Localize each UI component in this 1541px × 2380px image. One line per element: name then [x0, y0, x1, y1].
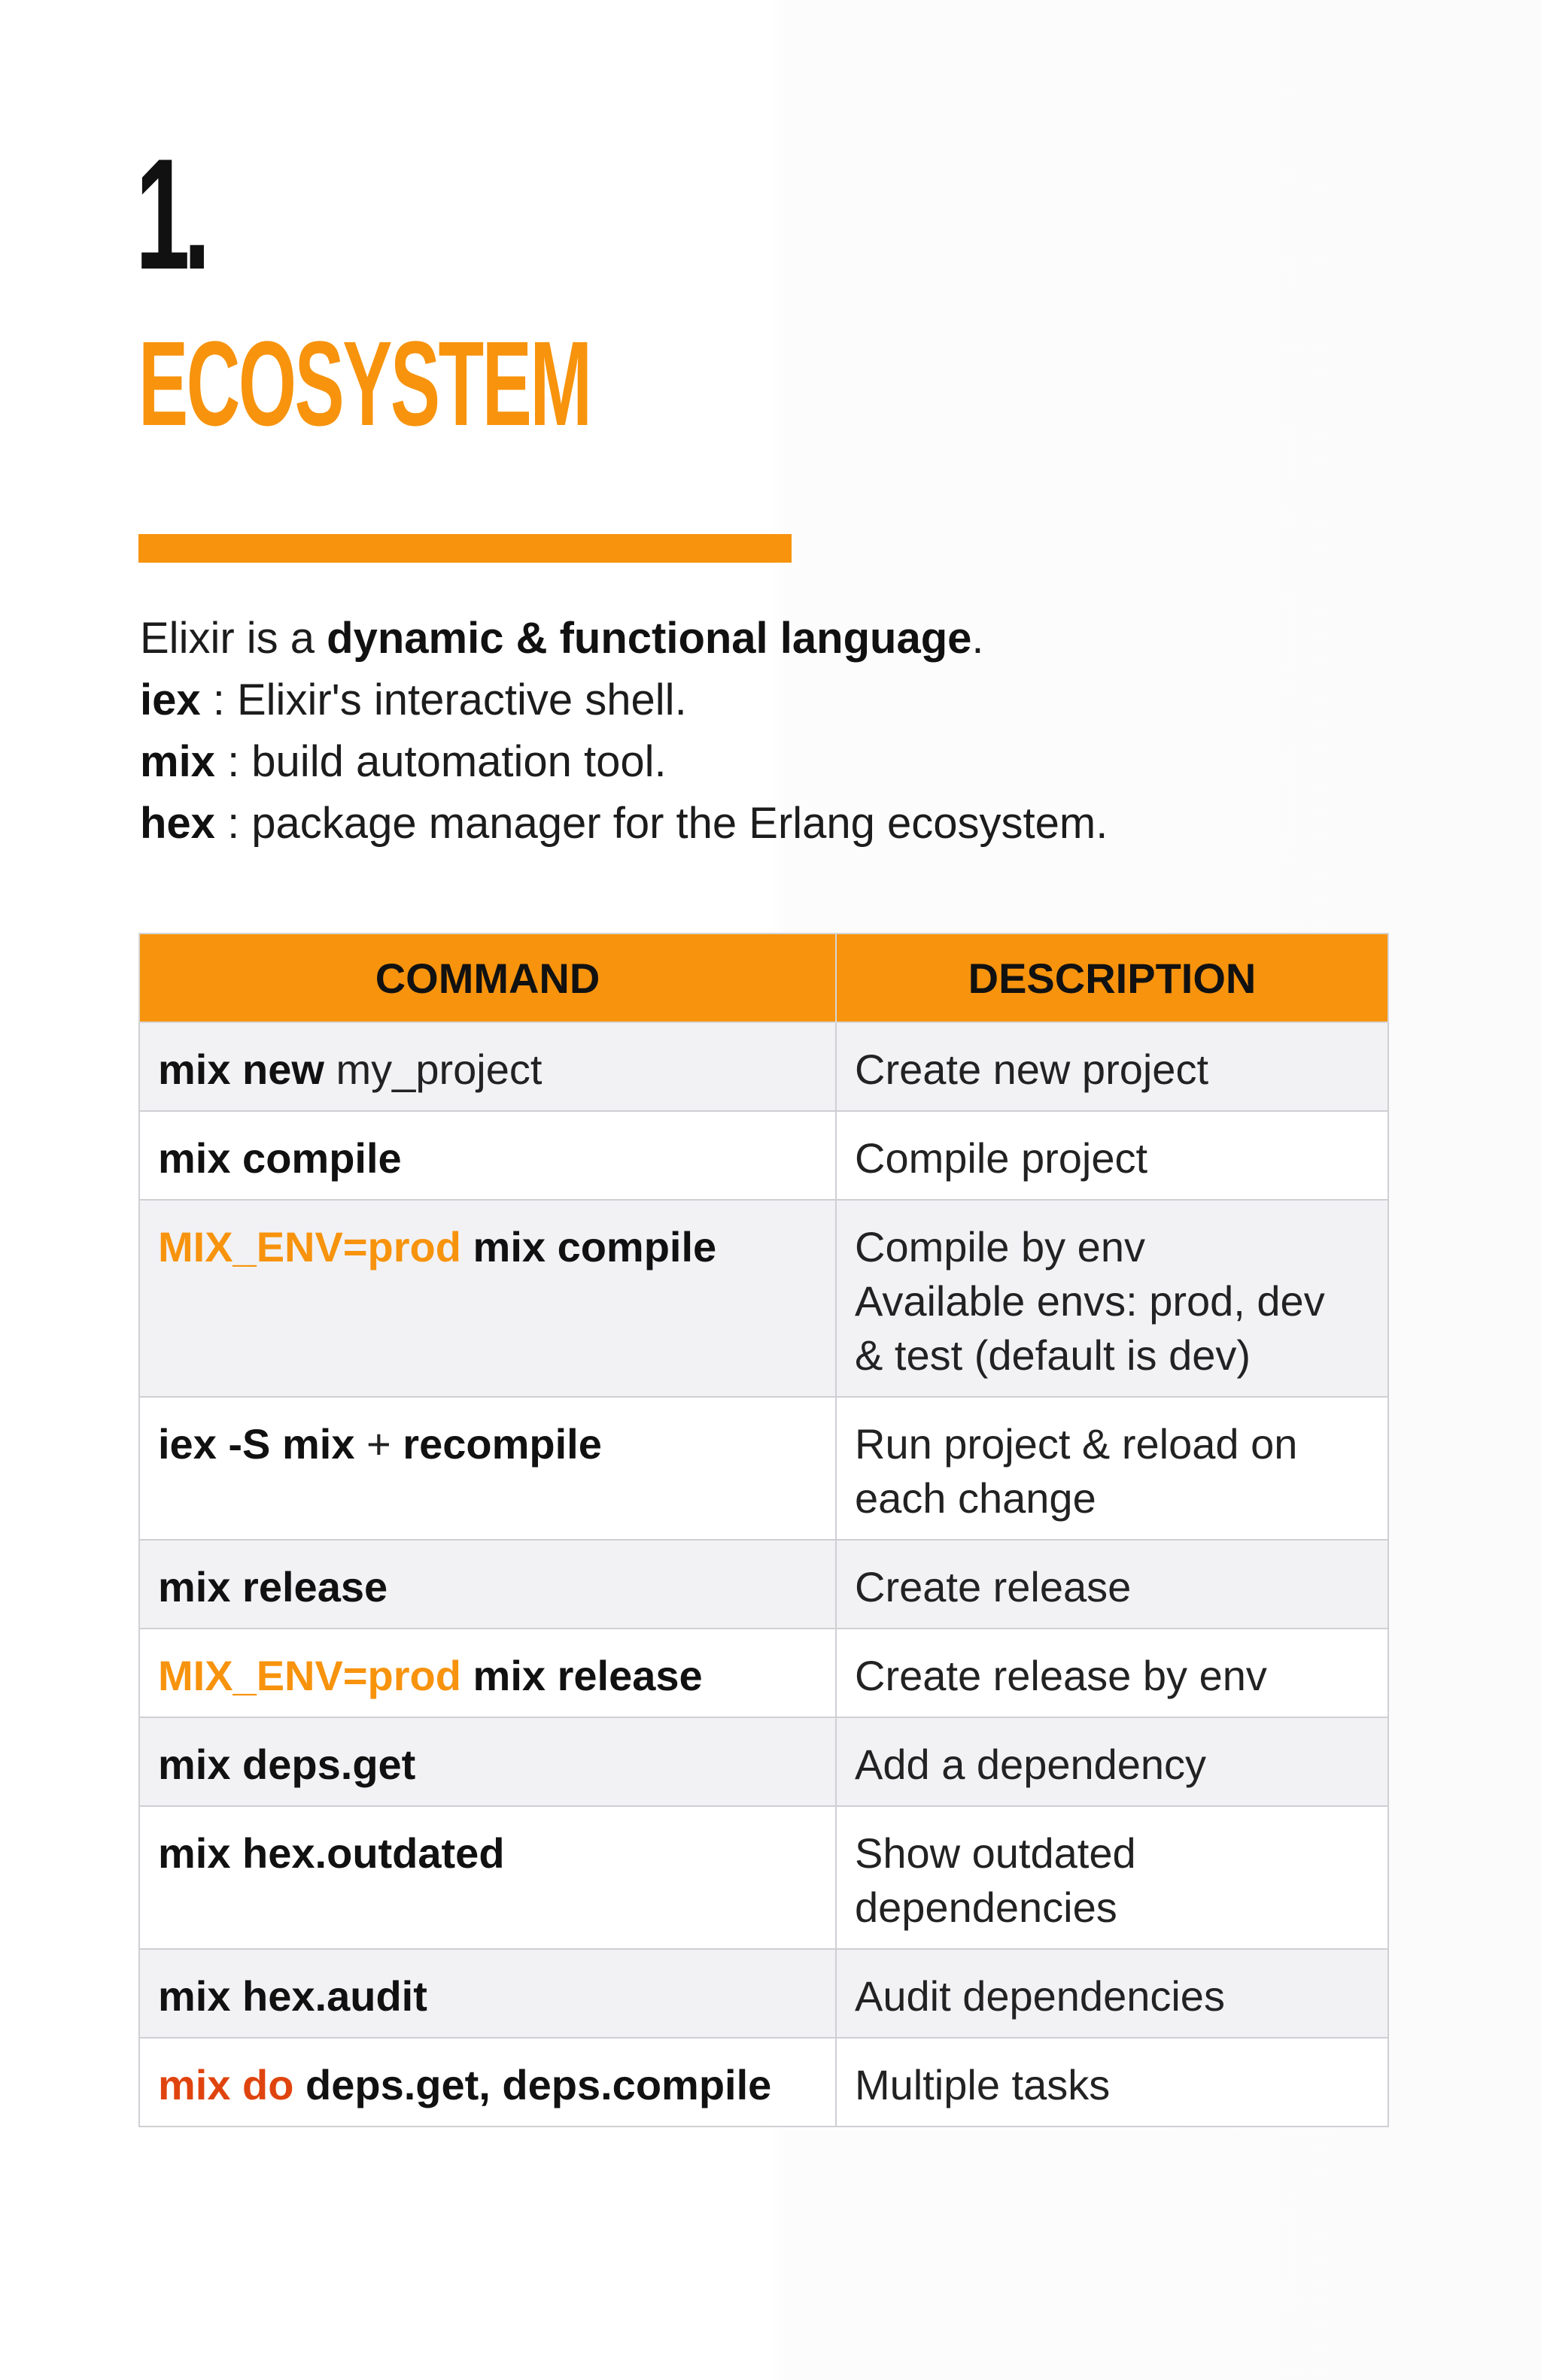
command-text: mix new	[158, 1046, 324, 1093]
command-text: mix deps.get	[158, 1741, 416, 1788]
command-cell	[139, 1717, 836, 1806]
table-row	[139, 1397, 1388, 1540]
description-cell: Create release by env	[836, 1629, 1388, 1717]
command-cell	[139, 1806, 836, 1949]
table-row	[139, 1806, 1388, 1949]
description-cell: Run project & reload on each change	[836, 1397, 1388, 1540]
intro-text-part: .	[971, 614, 984, 663]
chapter-number: 1.	[135, 126, 205, 302]
intro-line-elixir	[140, 608, 1419, 669]
intro-term-mix: mix	[140, 737, 215, 786]
chapter-title: ECOSYSTEM	[138, 316, 591, 451]
intro-text-part: Elixir is a	[140, 614, 327, 663]
command-cell	[139, 1022, 836, 1111]
intro-definition-iex: : Elixir's interactive shell.	[200, 675, 687, 724]
command-cell	[139, 1540, 836, 1629]
description-cell: Audit dependencies	[836, 1949, 1388, 2038]
intro-definition-mix: : build automation tool.	[214, 737, 667, 786]
command-text: iex -S mix	[158, 1420, 355, 1468]
command-text: mix release	[158, 1563, 388, 1610]
description-cell: Compile by env Available envs: prod, dev & test (default is dev)	[836, 1200, 1388, 1397]
intro-term-iex: iex	[140, 675, 201, 724]
command-plus: +	[354, 1420, 403, 1468]
command-cell	[139, 1111, 836, 1200]
env-variable: MIX_ENV=prod	[158, 1652, 461, 1699]
intro-line-iex	[140, 669, 1419, 731]
description-cell: Create new project	[836, 1022, 1388, 1111]
env-variable: MIX_ENV=prod	[158, 1223, 461, 1270]
description-cell: Compile project	[836, 1111, 1388, 1200]
command-text: recompile	[403, 1420, 602, 1468]
command-cell	[139, 1629, 836, 1717]
intro-emphasis: dynamic & functional language	[327, 614, 972, 663]
command-text: mix hex.outdated	[158, 1829, 505, 1877]
column-header-description: DESCRIPTION	[836, 933, 1388, 1022]
table-row	[139, 2038, 1388, 2127]
command-text: mix release	[460, 1652, 703, 1699]
command-text: mix hex.audit	[158, 1972, 427, 2020]
intro-line-hex	[140, 793, 1419, 855]
intro-term-hex: hex	[140, 799, 215, 848]
description-cell: Add a dependency	[836, 1717, 1388, 1806]
table-row	[139, 1717, 1388, 1806]
command-cell	[139, 1397, 836, 1540]
table-row	[139, 1629, 1388, 1717]
table-row	[139, 1022, 1388, 1111]
command-text: mix compile	[460, 1223, 717, 1270]
command-text: mix compile	[158, 1134, 402, 1182]
table-row	[139, 1949, 1388, 2038]
description-cell: Multiple tasks	[836, 2038, 1388, 2127]
command-cell	[139, 1200, 836, 1397]
command-argument: my_project	[324, 1046, 543, 1093]
table-row	[139, 1200, 1388, 1397]
command-text: deps.get, deps.compile	[293, 2061, 772, 2108]
description-cell: Show outdated dependencies	[836, 1806, 1388, 1949]
table-header-row	[139, 933, 1388, 1022]
column-header-command: COMMAND	[139, 933, 836, 1022]
intro-definition-hex: : package manager for the Erlang ecosystem.	[214, 799, 1108, 848]
command-prefix: mix do	[158, 2061, 294, 2108]
intro-text	[140, 608, 1419, 855]
table-row	[139, 1540, 1388, 1629]
intro-line-mix	[140, 731, 1419, 793]
command-cell	[139, 2038, 836, 2127]
description-cell: Create release	[836, 1540, 1388, 1629]
accent-divider	[138, 534, 792, 563]
table-row	[139, 1111, 1388, 1200]
commands-table	[138, 933, 1389, 2127]
command-cell	[139, 1949, 836, 2038]
